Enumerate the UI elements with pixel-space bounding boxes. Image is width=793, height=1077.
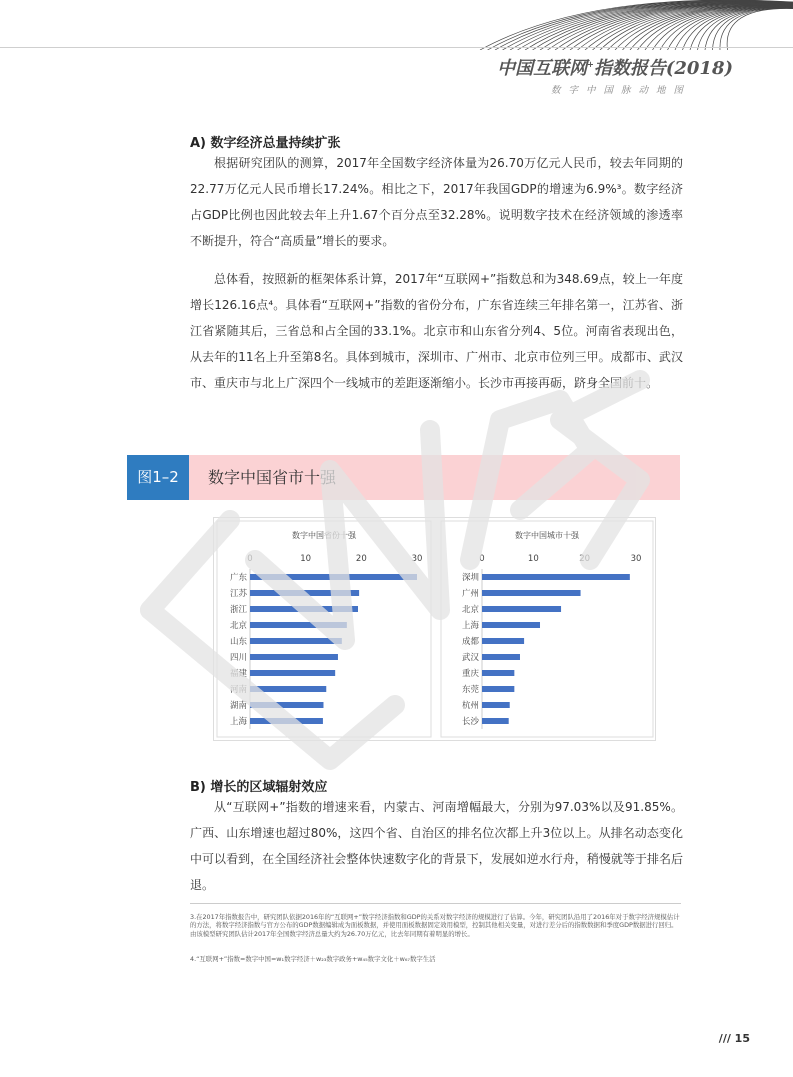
category-label: 四川 — [229, 653, 247, 663]
bar — [482, 622, 540, 628]
category-label: 东莞 — [461, 685, 479, 695]
bar — [482, 638, 524, 644]
bar — [250, 606, 358, 612]
category-label: 上海 — [461, 621, 479, 631]
section-a-paragraph-1: 根据研究团队的测算，2017年全国数字经济体量为26.70万亿元人民币，较去年同期的22.77万亿元人民币增长17.24%。相比之下，2017年我国GDP的增速为6.9%³。数字经济占GDP比例也因此较去年上升1.67个百分点至32.28%。说明数字技术在经济领域的渗透率不断提升，符合“高质量”增长的要求。 — [190, 156, 683, 248]
report-title: 中国互联网+指数报告(2018) — [497, 58, 733, 79]
bar — [482, 702, 510, 708]
category-label: 浙江 — [229, 605, 247, 615]
category-label: 长沙 — [461, 717, 479, 727]
section-b-title: B) 增长的区域辐射效应 — [190, 780, 328, 795]
bar — [482, 686, 514, 692]
category-label: 广州 — [461, 589, 479, 599]
bar — [250, 638, 342, 644]
category-label: 重庆 — [461, 669, 479, 679]
bar — [482, 574, 630, 580]
tick-label: 10 — [300, 554, 312, 564]
bar-charts — [213, 517, 656, 741]
bar — [482, 590, 581, 596]
report-subtitle: 数字中国脉动地图 — [550, 85, 691, 96]
section-a-paragraph-2: 总体看，按照新的框架体系计算，2017年“互联网+”指数总和为348.69点，较上一年度增长126.16点⁴。具体看“互联网+”指数的省份分布，广东省连续三年排名第一，江苏省、浙江省紧随其后，三省总和占全国的33.1%。北京市和山东省分列4、5位。河南省表现出色，从去年的11名上升至第8名。具体到城市，深圳市、广州市、北京市位列三甲。成都市、武汉市、重庆市与北上广深四个一线城市的差距逐渐缩小。长沙市再接再砺，跻身全国前十。 — [190, 272, 683, 390]
bar — [482, 606, 561, 612]
category-label: 福建 — [229, 669, 247, 679]
footnote-3: 3.在2017年指数报告中，研究团队依据2016年的“互联网+”数字经济指数和GDP的关系对数字经济的规模进行了估算。今年，研究团队沿用了2016年对于数字经济规模估计的方法，将数字经济指数与官方公布的GDP数据编辑成为面板数据，并使用面板数据固定效用模型，控制其他相关变量，对进行差分后的指数数据和季度GDP数据进行回归。由该模型研究团队估计2017年全国数字经济总量大约为26.70万亿元，比去年同期有着明显的增长。 — [190, 913, 680, 938]
bar — [250, 574, 417, 580]
chart-title: 数字中国城市十强 — [515, 531, 579, 540]
header-fan-graphic — [470, 0, 793, 50]
category-label: 河南 — [229, 685, 247, 695]
figure-label: 图1–2 — [127, 455, 189, 500]
bar — [250, 654, 338, 660]
bar — [482, 718, 509, 724]
tick-label: 0 — [479, 554, 485, 564]
tick-label: 30 — [630, 554, 642, 564]
bar — [250, 686, 326, 692]
bar — [482, 670, 514, 676]
bar — [250, 670, 335, 676]
page-number: /// 15 — [718, 1032, 750, 1045]
tick-label: 0 — [247, 554, 253, 564]
bar — [250, 702, 323, 708]
category-label: 北京 — [229, 621, 247, 631]
tick-label: 10 — [527, 554, 539, 564]
section-a-title: A) 数字经济总量持续扩张 — [190, 136, 341, 151]
footnote-divider — [190, 903, 681, 904]
bar — [250, 718, 323, 724]
figure-title: 数字中国省市十强 — [208, 468, 337, 487]
category-label: 广东 — [229, 573, 247, 583]
category-label: 湖南 — [229, 701, 247, 711]
category-label: 杭州 — [461, 701, 479, 711]
section-b-paragraph: 从“互联网+”指数的增速来看，内蒙古、河南增幅最大，分别为97.03%以及91.85%。广西、山东增速也超过80%，这四个省、自治区的排名位次都上升3位以上。从排名动态变化中可以看到，在全国经济社会整体快速数字化的背景下，发展如逆水行舟，稍慢就等于排名后退。 — [190, 800, 683, 892]
category-label: 江苏 — [229, 589, 247, 599]
bar — [482, 654, 520, 660]
bar — [250, 622, 347, 628]
category-label: 北京 — [461, 605, 479, 615]
category-label: 山东 — [229, 637, 247, 647]
category-label: 深圳 — [461, 573, 479, 583]
category-label: 武汉 — [461, 653, 479, 663]
category-label: 成都 — [461, 637, 479, 647]
fan-line — [727, 9, 793, 50]
tick-label: 20 — [579, 554, 591, 564]
chart-title: 数字中国省份十强 — [292, 531, 356, 540]
footnote-4: 4.“互联网+”指数=数字中国=w₁数字经济＋w₂₃数字政务+w₄₅数字文化＋w₆₇数字生活 — [190, 955, 436, 963]
bar — [250, 590, 359, 596]
tick-label: 20 — [355, 554, 367, 564]
header-divider — [0, 47, 793, 48]
tick-label: 30 — [411, 554, 423, 564]
category-label: 上海 — [229, 717, 247, 727]
